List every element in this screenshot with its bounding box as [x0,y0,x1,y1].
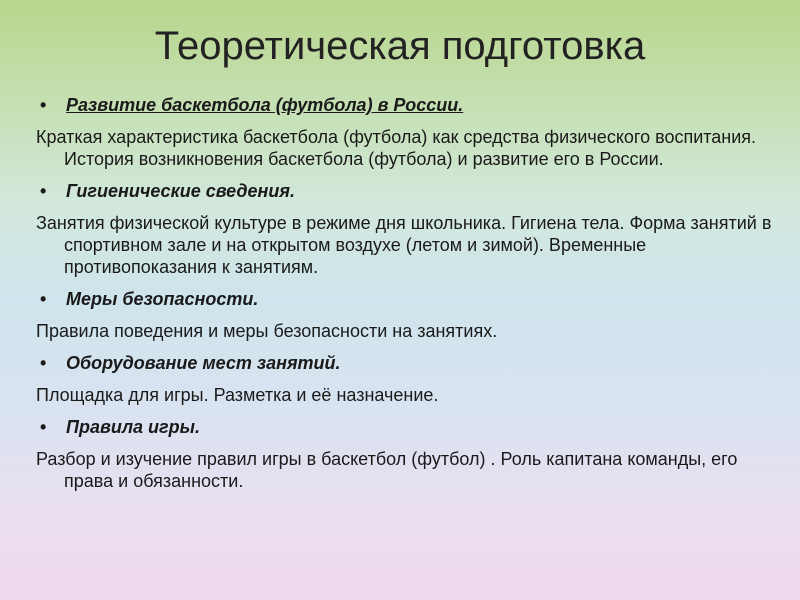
section-text-rules: Разбор и изучение правил игры в баскетбол (футбол) . Роль капитана команды, его права и обязанности. [36,449,738,491]
bullet-heading-text: Правила игры. [66,417,200,437]
bullet-heading-equipment [36,352,776,374]
bullet-heading-history [36,94,776,116]
section-text-hygiene: Занятия физической культуре в режиме дня школьника. Гигиена тела. Форма занятий в спортивном зале и на открытом воздухе (летом и зимой). Временные противопоказания к занятиям. [36,213,772,277]
section-text-safety: Правила поведения и меры безопасности на занятиях. [36,321,498,341]
bullet-heading-rules [36,416,776,438]
bullet-dot-icon: • [40,95,47,115]
slide-title: Теоретическая подготовка [154,24,646,68]
bullet-heading-text: Меры безопасности. [66,289,259,309]
bullet-dot-icon: • [40,353,47,373]
bullet-dot-icon: • [40,181,47,201]
bullet-dot-icon: • [40,417,47,437]
section-text-equipment: Площадка для игры. Разметка и её назначение. [36,385,439,405]
bullet-heading-text: Развитие баскетбола (футбола) в России. [66,95,464,115]
bullet-heading-text: Гигиенические сведения. [66,181,295,201]
bullet-heading-text: Оборудование мест занятий. [66,353,341,373]
slide-content [36,94,776,492]
bullet-heading-hygiene [36,180,776,202]
bullet-dot-icon: • [40,289,47,309]
section-text-history: Краткая характеристика баскетбола (футбола) как средства физического воспитания. История возникновения баскетбола (футбола) и развитие его в России. [36,127,757,169]
bullet-heading-safety [36,288,776,310]
